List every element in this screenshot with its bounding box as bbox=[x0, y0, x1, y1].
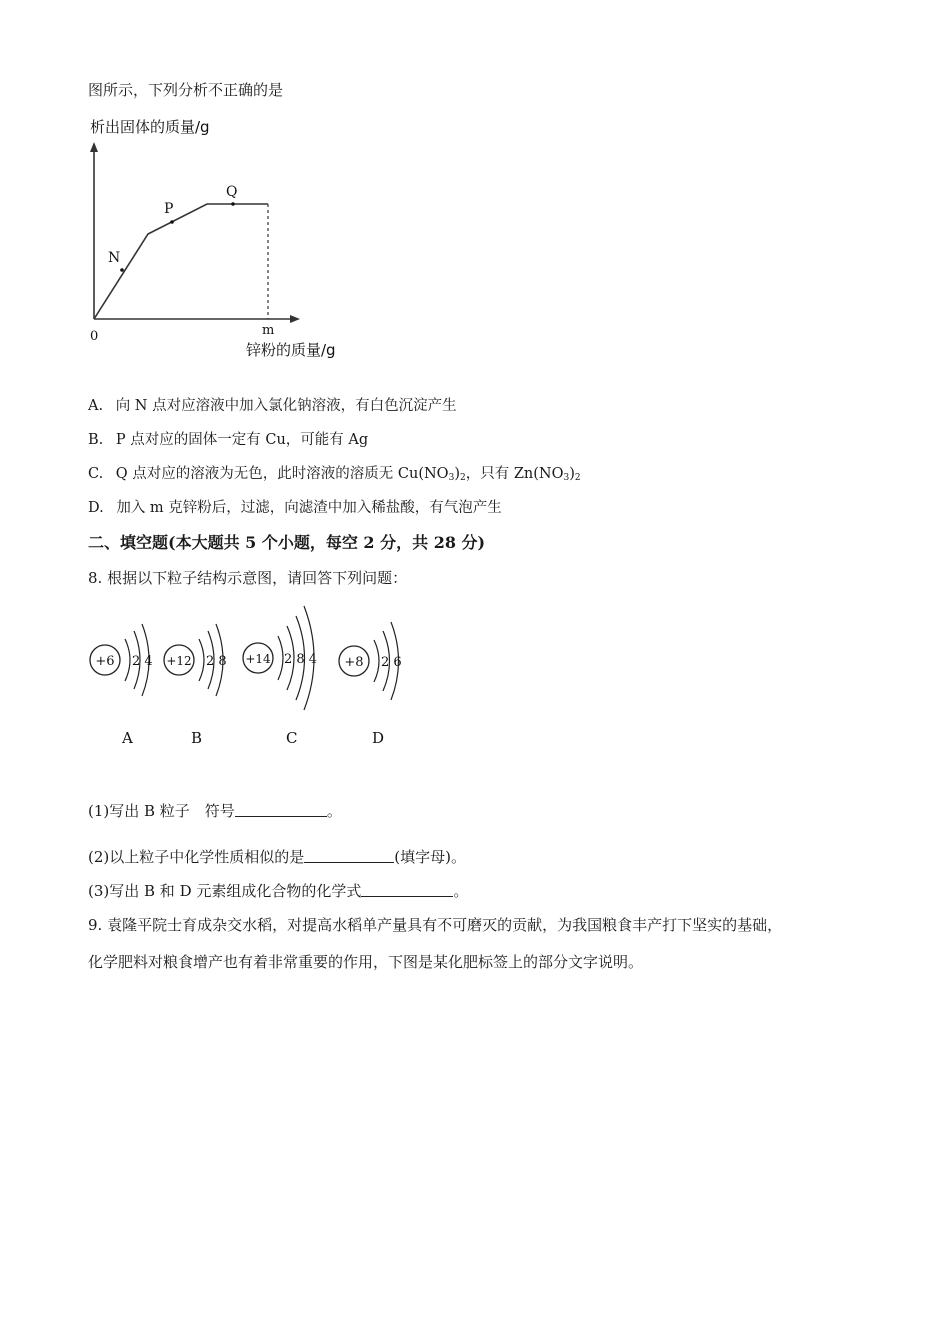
graph-xlabel: 锌粉的质量/g bbox=[246, 341, 336, 359]
option-d-letter: D. bbox=[88, 500, 104, 516]
point-p-label: P bbox=[164, 201, 174, 217]
y-axis-arrow bbox=[90, 142, 98, 152]
atom-c-label: C bbox=[286, 729, 298, 747]
particle-diagrams bbox=[80, 596, 430, 756]
atom-a-label: A bbox=[122, 729, 133, 747]
atom-c-shells: 2 8 4 bbox=[284, 652, 318, 667]
option-a-letter: A. bbox=[88, 398, 104, 414]
point-n-label: N bbox=[108, 250, 121, 266]
question-intro: 图所示，下列分析不正确的是 bbox=[88, 81, 284, 99]
option-b bbox=[88, 430, 368, 450]
m-tick-label: m bbox=[262, 323, 275, 338]
atom-b-nucleus: +12 bbox=[166, 654, 192, 668]
answer-blank-3[interactable] bbox=[361, 880, 453, 897]
q8-part3: (3)写出 B 和 D 元素组成化合物的化学式 。 bbox=[88, 882, 469, 900]
x-axis-arrow bbox=[290, 315, 300, 323]
atom-d-label: D bbox=[372, 729, 385, 747]
option-d-text: 加入 m 克锌粉后，过滤，向滤渣中加入稀盐酸，有气泡产生 bbox=[116, 500, 502, 516]
graph-ylabel: 析出固体的质量/g bbox=[90, 118, 210, 136]
option-d bbox=[88, 498, 502, 518]
atom-a-shells: 2 4 bbox=[132, 654, 153, 669]
q9-line2: 化学肥料对粮食增产也有着非常重要的作用，下图是某化肥标签上的部分文字说明。 bbox=[88, 953, 644, 971]
atom-d bbox=[339, 622, 402, 747]
option-a bbox=[88, 396, 457, 416]
option-b-text: P 点对应的固体一定有 Cu，可能有 Ag bbox=[115, 432, 369, 448]
origin-label: 0 bbox=[90, 329, 99, 344]
atom-b bbox=[164, 624, 227, 747]
option-c bbox=[88, 464, 581, 484]
atom-a bbox=[90, 624, 153, 747]
q8-part2: (2)以上粒子中化学性质相似的是 (填字母)。 bbox=[88, 848, 466, 866]
atom-b-label: B bbox=[191, 729, 203, 747]
q8-stem: 8. 根据以下粒子结构示意图，请回答下列问题： bbox=[88, 569, 408, 587]
option-b-letter: B. bbox=[88, 432, 104, 448]
q9-line1: 9. 袁隆平院士育成杂交水稻，对提高水稻单产量具有不可磨灭的贡献，为我国粮食丰产打下坚实的基础， bbox=[88, 916, 783, 934]
atom-c bbox=[243, 606, 317, 747]
option-c-text: Q 点对应的溶液为无色，此时溶液的溶质无 $Cu(NO_3)_2$，只有 $Zn(NO_3)_2$ bbox=[115, 466, 581, 483]
atom-d-nucleus: +8 bbox=[344, 655, 364, 670]
section-heading: 二、填空题(本大题共 5 个小题，每空 2 分，共 28 分) bbox=[88, 533, 486, 552]
point-q-label: Q bbox=[226, 184, 238, 200]
point-q-marker bbox=[231, 202, 235, 206]
zinc-graph bbox=[80, 112, 380, 367]
atom-a-nucleus: +6 bbox=[95, 654, 115, 669]
atom-c-nucleus: +14 bbox=[245, 652, 271, 666]
q8-part1: (1)写出 B 粒子 符号 。 bbox=[88, 802, 342, 820]
point-n-marker bbox=[120, 268, 124, 272]
atom-d-shells: 2 6 bbox=[381, 655, 402, 670]
option-a-text: 向 N 点对应溶液中加入氯化钠溶液，有白色沉淀产生 bbox=[115, 398, 457, 414]
answer-blank-1[interactable] bbox=[235, 800, 327, 817]
point-p-marker bbox=[170, 220, 174, 224]
answer-blank-2[interactable] bbox=[304, 846, 394, 863]
option-c-letter: C. bbox=[88, 466, 104, 482]
atom-b-shells: 2 8 bbox=[206, 654, 227, 669]
